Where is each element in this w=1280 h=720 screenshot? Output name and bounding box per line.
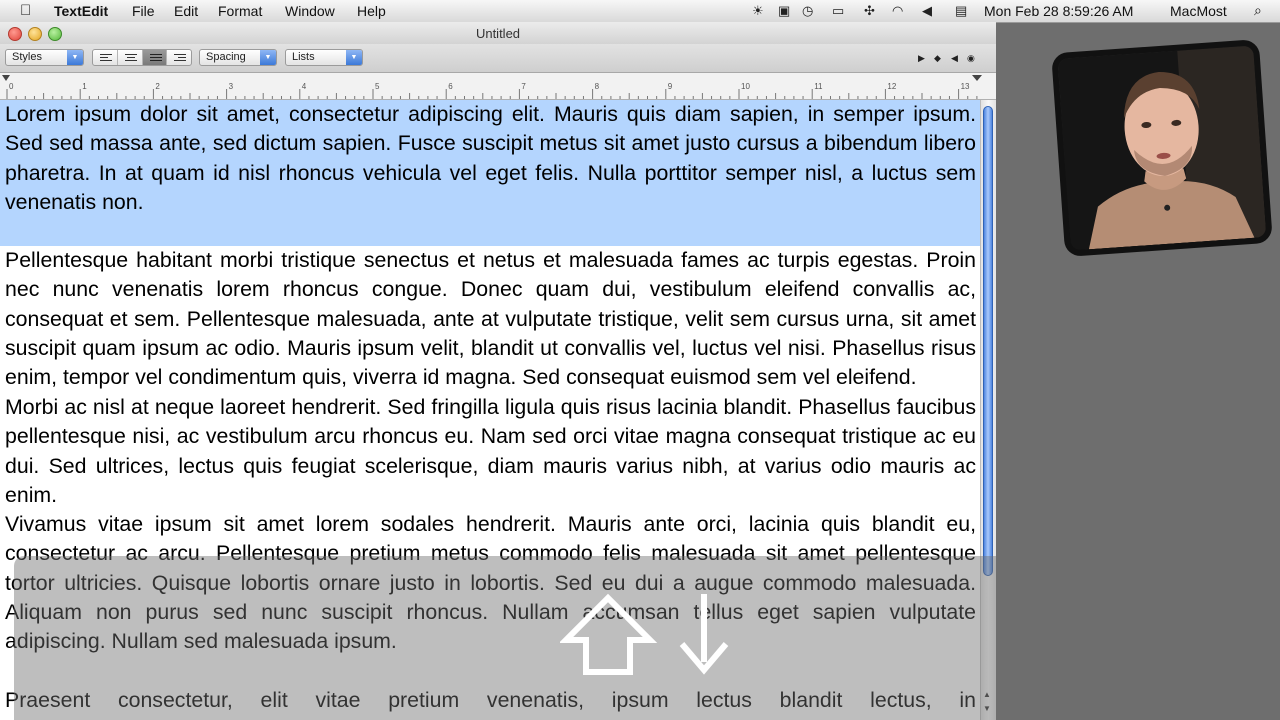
screen-sharing-icon[interactable]: ▣ bbox=[778, 3, 791, 18]
ruler-label: 5 bbox=[375, 82, 380, 91]
wifi-icon[interactable]: ◠ bbox=[892, 3, 904, 18]
app-menu[interactable]: TextEdit bbox=[54, 3, 109, 19]
decimal-tab-stop-icon[interactable]: ◉ bbox=[967, 53, 975, 63]
display-icon[interactable]: ▭ bbox=[832, 3, 845, 18]
paragraph[interactable]: Vivamus vitae ipsum sit amet lorem sodales hendrerit. Mauris ante orci, lacinia quis blandit eu, consectetur ac arcu. Pellentesque pretium metus commodo felis malesuada sit amet pellentesque tortor ultricies. Quisque lobortis ornare justo in lobortis. Sed eu dui a augue commodo malesuada. Aliquam non purus sed nunc suscipit rhoncus. Nullam accumsan tellus eget sapien vulputate adipiscing. Nullam sed malesuada ipsum. bbox=[5, 512, 976, 654]
lists-popup[interactable] bbox=[285, 49, 363, 66]
align-right-icon-line bbox=[174, 60, 186, 61]
ruler-label: 6 bbox=[448, 82, 453, 91]
scroll-up-arrow-icon[interactable]: ▲ bbox=[983, 690, 991, 699]
ruler-label: 0 bbox=[9, 82, 14, 91]
menu-help[interactable]: Help bbox=[357, 3, 386, 19]
chevron-down-icon: ▼ bbox=[260, 50, 276, 65]
menu-window[interactable]: Window bbox=[285, 3, 335, 19]
align-left-button[interactable] bbox=[93, 50, 118, 65]
presenter-video bbox=[1058, 45, 1267, 250]
align-center-icon-line bbox=[125, 60, 137, 61]
menu-file[interactable]: File bbox=[132, 3, 155, 19]
align-left-icon-line bbox=[100, 57, 108, 58]
align-right-button[interactable] bbox=[167, 50, 191, 65]
spotlight-search-icon[interactable]: ⌕ bbox=[1254, 2, 1262, 18]
down-arrow-key-icon bbox=[682, 594, 726, 670]
ruler-label: 12 bbox=[887, 82, 897, 91]
menu-edit[interactable]: Edit bbox=[174, 3, 199, 19]
align-justify-icon-line bbox=[150, 57, 162, 58]
format-toolbar bbox=[0, 44, 996, 73]
alignment-segmented-control bbox=[92, 49, 192, 66]
scrollbar-thumb[interactable] bbox=[983, 106, 993, 576]
ruler-label: 13 bbox=[960, 82, 970, 91]
align-justify-icon-line bbox=[150, 60, 162, 61]
apple-menu-icon[interactable] bbox=[20, 2, 31, 19]
left-indent-marker-icon[interactable] bbox=[2, 75, 10, 81]
ruler[interactable] bbox=[0, 73, 996, 100]
ruler-label: 11 bbox=[814, 82, 823, 91]
align-justify-icon bbox=[150, 54, 162, 55]
align-justify-button[interactable] bbox=[143, 50, 168, 65]
ruler-label: 4 bbox=[301, 82, 307, 91]
ruler-scale bbox=[0, 73, 996, 99]
paragraph[interactable]: Lorem ipsum dolor sit amet, consectetur adipiscing elit. Mauris quis diam sapien, in semper ipsum. Sed sed massa ante, sed dictum sapien. Fusce suscipit metus sit amet justo cursus a bibendum libero pharetra. In at quam id nisl rhoncus vehicula vel eget felis. Nulla porttitor semper nisl, a luctus sem venenatis non. bbox=[5, 102, 976, 214]
keystroke-display bbox=[560, 592, 750, 682]
ruler-label: 2 bbox=[155, 82, 160, 91]
spacing-popup[interactable] bbox=[199, 49, 277, 66]
window-title: Untitled bbox=[475, 26, 521, 41]
volume-icon[interactable]: ◀ bbox=[922, 3, 932, 18]
right-margin-marker-icon[interactable] bbox=[972, 75, 982, 81]
align-center-icon-line bbox=[127, 57, 135, 58]
paragraph[interactable]: Pellentesque habitant morbi tristique senectus et netus et malesuada fames ac turpis egestas. Proin nec nunc venenatis lorem rhoncus congue. Donec quam dui, vestibulum eleifend convallis ac, consequat et sem. Pellentesque malesuada, ante at vulputate tristique, velit sem cursus urna, sit amet suscipit quam ipsum ac odio. Mauris ipsum velit, blandit ut convallis vel, luctus vel nisi. Phasellus risus enim, tempor vel condimentum quis, viverra id magna. Sed consequat euismod sem vel eleifend. bbox=[5, 248, 976, 390]
fast-user-switch[interactable]: MacMost bbox=[1170, 3, 1227, 19]
paragraph[interactable]: Praesent consectetur, elit vitae pretium venenatis, ipsum lectus blandit lectus, in bbox=[5, 688, 976, 712]
align-center-button[interactable] bbox=[118, 50, 143, 65]
ruler-label: 1 bbox=[82, 82, 87, 91]
align-left-icon bbox=[100, 54, 112, 55]
chevron-down-icon: ▼ bbox=[67, 50, 83, 65]
align-right-icon-line bbox=[178, 57, 186, 58]
center-tab-stop-icon[interactable]: ◆ bbox=[934, 53, 941, 63]
lists-popup-label: Lists bbox=[292, 51, 315, 63]
ruler-label: 9 bbox=[667, 82, 673, 91]
presenter-figure bbox=[1058, 45, 1267, 250]
text-selection-highlight bbox=[0, 217, 980, 246]
brightness-icon[interactable]: ☀ bbox=[752, 3, 764, 18]
align-right-icon bbox=[174, 54, 186, 55]
right-tab-stop-icon[interactable]: ◀ bbox=[951, 53, 958, 63]
ruler-label: 8 bbox=[594, 82, 600, 91]
paragraph[interactable]: Morbi ac nisl at neque laoreet hendrerit. Sed fringilla ligula quis risus lacinia blandit. Phasellus faucibus pellentesque nisi, ac vestibulum arcu rhoncus eu. Nam sed orci vitae magna consequat tristique ac eu dui. Sed ultrices, lectus quis feugiat scelerisque, diam mauris varius nibh, at varius odio mauris ac enim. bbox=[5, 395, 976, 507]
input-menu-icon[interactable]: ▤ bbox=[955, 3, 968, 18]
left-tab-stop-icon[interactable]: ▶ bbox=[918, 53, 925, 63]
title-bar[interactable] bbox=[0, 22, 996, 44]
scroll-down-arrow-icon[interactable]: ▼ bbox=[983, 704, 991, 713]
bluetooth-icon[interactable]: ✣ bbox=[864, 3, 875, 18]
align-left-icon-line bbox=[100, 60, 112, 61]
ruler-label: 10 bbox=[741, 82, 750, 91]
time-machine-icon[interactable]: ◷ bbox=[802, 3, 814, 18]
presenter-webcam bbox=[1051, 39, 1273, 257]
menubar-clock[interactable]: Mon Feb 28 8:59:26 AM bbox=[984, 3, 1134, 19]
menu-bar bbox=[0, 0, 1280, 23]
ruler-label: 3 bbox=[228, 82, 234, 91]
ruler-label: 7 bbox=[521, 82, 526, 91]
spacing-popup-label: Spacing bbox=[206, 51, 246, 63]
menu-format[interactable]: Format bbox=[218, 3, 263, 19]
align-center-icon bbox=[125, 54, 137, 55]
shift-key-icon bbox=[566, 598, 650, 672]
chevron-down-icon: ▼ bbox=[346, 50, 362, 65]
styles-popup[interactable] bbox=[5, 49, 84, 66]
styles-popup-label: Styles bbox=[12, 51, 42, 63]
